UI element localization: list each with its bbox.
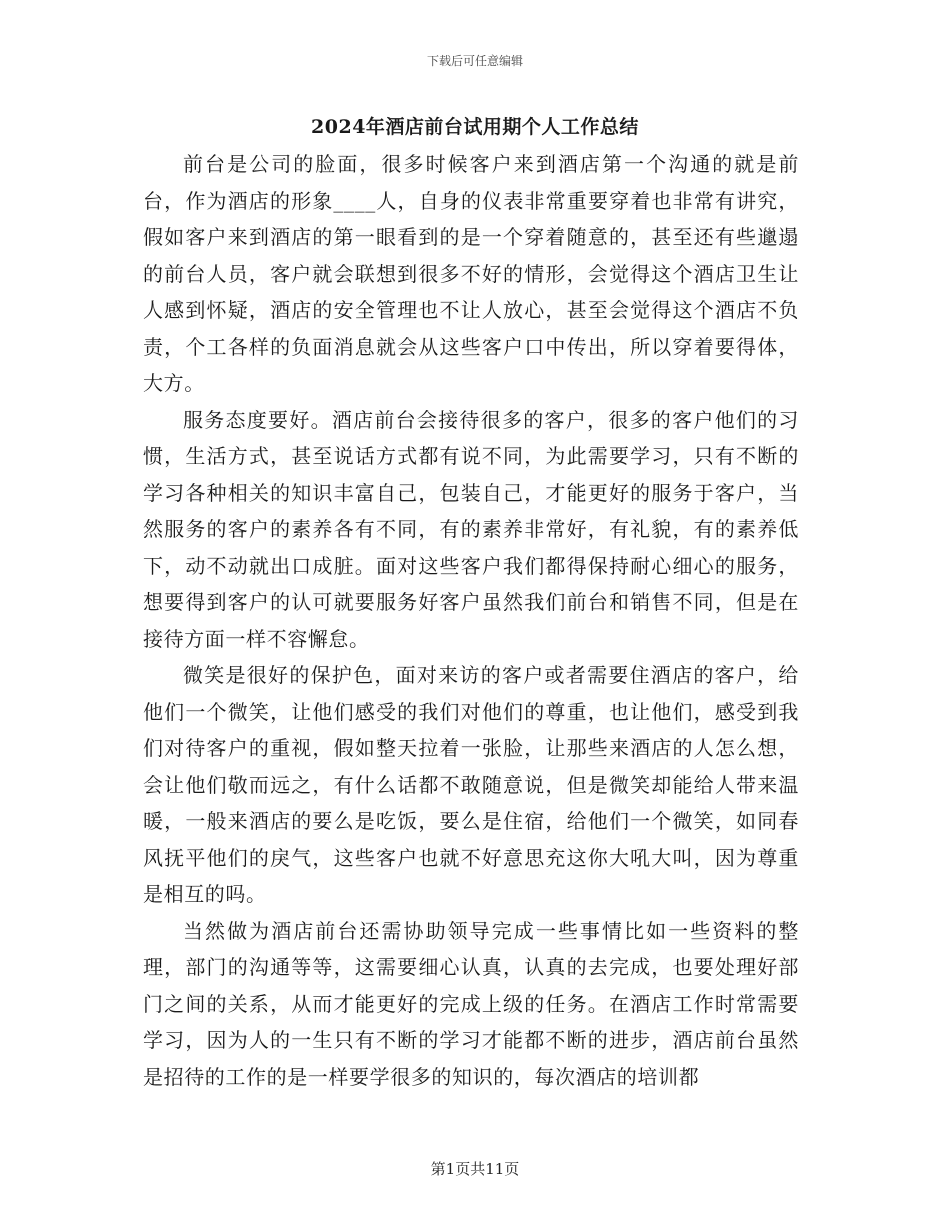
document-title: 2024年酒店前台试用期个人工作总结 [311, 116, 639, 138]
document-body [143, 146, 799, 1095]
paragraph-2: 服务态度要好。酒店前台会接待很多的客户，很多的客户他们的习惯，生活方式，甚至说话方式都有说不同，为此需要学习，只有不断的学习各种相关的知识丰富自己，包装自己，才能更好的服务于客户，当然服务的客户的素养各有不同，有的素养非常好，有礼貌，有的素养低下，动不动就出口成脏。面对这些客户我们都得保持耐心细心的服务，想要得到客户的认可就要服务好客户虽然我们前台和销售不同，但是在接待方面一样不容懈怠。 [143, 407, 799, 651]
paragraph-4: 当然做为酒店前台还需协助领导完成一些事情比如一些资料的整理，部门的沟通等等，这需要细心认真，认真的去完成，也要处理好部门之间的关系，从而才能更好的完成上级的任务。在酒店工作时常需要学习，因为人的一生只有不断的学习才能都不断的进步，酒店前台虽然是招待的工作的是一样要学很多的知识的，每次酒店的培训都 [143, 918, 799, 1089]
page-header-note: 下载后可任意编辑 [426, 54, 523, 68]
paragraph-1: 前台是公司的脸面，很多时候客户来到酒店第一个沟通的就是前台，作为酒店的形象____人，自身的仪表非常重要穿着也非常有讲究，假如客户来到酒店的第一眼看到的是一个穿着随意的，甚至还有些邋遢的前台人员，客户就会联想到很多不好的情形，会觉得这个酒店卫生让人感到怀疑，酒店的安全管理也不让人放心，甚至会觉得这个酒店不负责，个工各样的负面消息就会从这些客户口中传出，所以穿着要得体，大方。 [143, 152, 799, 395]
page-number-footer: 第1页共11页 [430, 1160, 520, 1178]
paragraph-3: 微笑是很好的保护色，面对来访的客户或者需要住酒店的客户，给他们一个微笑，让他们感受的我们对他们的尊重，也让他们，感受到我们对待客户的重视，假如整天拉着一张脸，让那些来酒店的人怎么想，会让他们敬而远之，有什么话都不敢随意说，但是微笑却能给人带来温暖，一般来酒店的要么是吃饭，要么是住宿，给他们一个微笑，如同春风抚平他们的戾气，这些客户也就不好意思充这你大吼大叫，因为尊重是相互的吗。 [143, 663, 799, 906]
